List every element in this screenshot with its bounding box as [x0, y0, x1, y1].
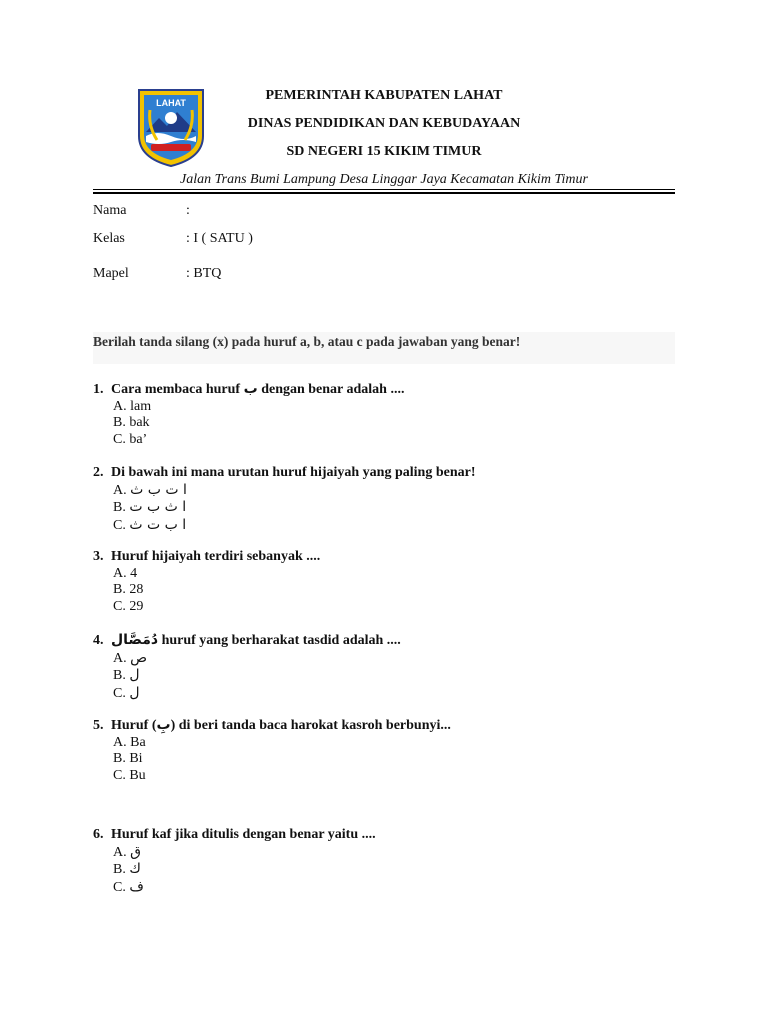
arabic-text: ب [243, 381, 258, 397]
question-stem [93, 717, 451, 735]
option-c: C. Bu [113, 767, 146, 783]
arabic-text: دُمَصَّال [111, 632, 159, 648]
field-value: : BTQ [186, 266, 222, 281]
field-label: Nama [93, 203, 127, 218]
question-stem [93, 549, 320, 566]
question-text: Cara membaca huruf [111, 382, 241, 397]
arabic-text: بِ [156, 717, 171, 733]
header-department: DINAS PENDIDIKAN DAN KEBUDAYAAN [247, 116, 521, 131]
option-b: B. ك [113, 861, 141, 877]
option-a: A. ص [113, 649, 148, 666]
question-stem [93, 827, 376, 844]
question-number: 1. [93, 382, 104, 397]
question-number: 5. [93, 718, 104, 733]
question-number: 3. [93, 549, 104, 564]
header-rule-thick [93, 192, 675, 194]
option-b: B. Bi [113, 751, 143, 766]
question-number: 6. [93, 827, 104, 842]
question-5 [93, 717, 451, 784]
header-government: PEMERINTAH KABUPATEN LAHAT [265, 88, 503, 103]
field-kelas [93, 231, 253, 247]
instruction: Berilah tanda silang (x) pada huruf a, b, atau c pada jawaban yang benar! [93, 332, 675, 364]
header-rule-thin [93, 189, 675, 190]
field-label: Kelas [93, 231, 125, 246]
option-a: A. Ba [113, 734, 146, 750]
question-3 [93, 549, 320, 615]
option-c: C. ba’ [113, 431, 148, 447]
question-text: Huruf kaf jika ditulis dengan benar yaitu .... [111, 827, 376, 842]
header-address: Jalan Trans Bumi Lampung Desa Linggar Jaya Kecamatan Kikim Timur [180, 172, 588, 187]
field-mapel [93, 266, 221, 282]
option-a: A. ق [113, 843, 141, 860]
question-1 [93, 381, 404, 448]
logo-text: LAHAT [156, 98, 186, 108]
question-text: dengan benar adalah .... [261, 382, 405, 397]
question-text: Huruf ( [111, 718, 157, 733]
option-b: B. 28 [113, 582, 144, 597]
question-number: 4. [93, 633, 104, 648]
question-stem [93, 381, 404, 399]
question-stem [93, 465, 475, 482]
option-a: A. 4 [113, 565, 138, 581]
option-b: B. ا ث ب ت [113, 499, 187, 515]
option-b: B. ل [113, 667, 140, 683]
option-b: B. bak [113, 415, 150, 430]
header-school: SD NEGERI 15 KIKIM TIMUR [286, 144, 482, 159]
option-c: C. ل [113, 684, 140, 701]
question-2 [93, 465, 475, 534]
question-4 [93, 632, 401, 702]
question-6 [93, 827, 376, 896]
field-value: : I ( SATU ) [186, 231, 253, 246]
field-label: Mapel [93, 266, 129, 281]
question-text: ) di beri tanda baca harokat kasroh berbunyi... [170, 718, 451, 733]
question-text: huruf yang berharakat tasdid adalah .... [161, 633, 401, 648]
question-stem [93, 632, 401, 650]
field-value: : [186, 203, 190, 218]
question-text: Di bawah ini mana urutan huruf hijaiyah yang paling benar! [111, 465, 476, 480]
option-c: C. 29 [113, 598, 144, 614]
option-a: A. lam [113, 398, 152, 414]
field-nama [93, 203, 190, 219]
option-c: C. ا ب ت ث [113, 516, 187, 533]
option-a: A. ا ت ب ث [113, 481, 187, 498]
question-text: Huruf hijaiyah terdiri sebanyak .... [111, 549, 321, 564]
option-c: C. ف [113, 878, 144, 895]
question-number: 2. [93, 465, 104, 480]
